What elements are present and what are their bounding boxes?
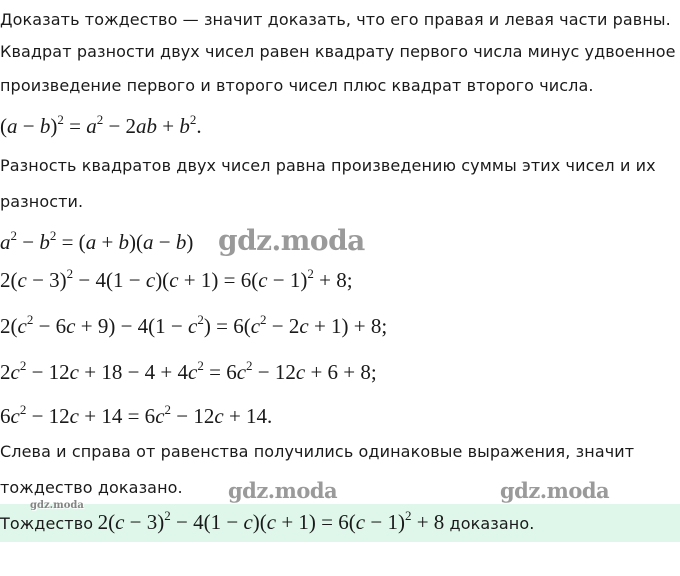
- result-expression: $2(c - 3)^2 - 4(1 - c)(c + 1) = 6(c - 1)^2 + 8$: [97, 508, 450, 534]
- watermark-logo: gdz.moda: [218, 224, 365, 257]
- rule-difference-of-squares-line1: Разность квадратов двух чисел равна произведению суммы этих чисел и их: [0, 156, 656, 175]
- conclusion-line1: Слева и справа от равенства получились одинаковые выражения, значит: [0, 442, 635, 461]
- rule-square-difference-line1: Квадрат разности двух чисел равен квадрату первого числа минус удвоенное: [0, 42, 676, 61]
- rule-square-difference-line2: произведение первого и второго чисел плюс квадрат второго числа.: [0, 76, 594, 95]
- conclusion-line2: тождество доказано.: [0, 478, 183, 497]
- step-1: $2(c - 3)^2 - 4(1 - c)(c + 1) = 6(c - 1)^2 + 8$;: [0, 266, 353, 292]
- result-suffix: доказано.: [449, 514, 535, 533]
- result-statement: [0, 510, 534, 535]
- step-3: $2c^2 - 12c + 18 - 4 + 4c^2 = 6c^2 - 12c + 6 + 8$;: [0, 358, 377, 384]
- intro-text: Доказать тождество — значит доказать, что его правая и левая части равны.: [0, 10, 671, 29]
- watermark-logo: gdz.moda: [228, 478, 338, 503]
- formula-difference-of-squares: $a^2 - b^2 = (a + b)(a - b)$: [0, 228, 194, 254]
- result-prefix: Тождество: [0, 514, 94, 533]
- watermark-logo: gdz.moda: [30, 500, 84, 511]
- formula-square-difference: $(a - b)^2 = a^2 - 2ab + b^2$.: [0, 112, 202, 138]
- rule-difference-of-squares-line2: разности.: [0, 192, 84, 211]
- watermark-logo: gdz.moda: [500, 478, 610, 503]
- step-2: $2(c^2 - 6c + 9) - 4(1 - c^2) = 6(c^2 - 2c + 1) + 8$;: [0, 312, 388, 338]
- step-4: $6c^2 - 12c + 14 = 6c^2 - 12c + 14$.: [0, 402, 273, 428]
